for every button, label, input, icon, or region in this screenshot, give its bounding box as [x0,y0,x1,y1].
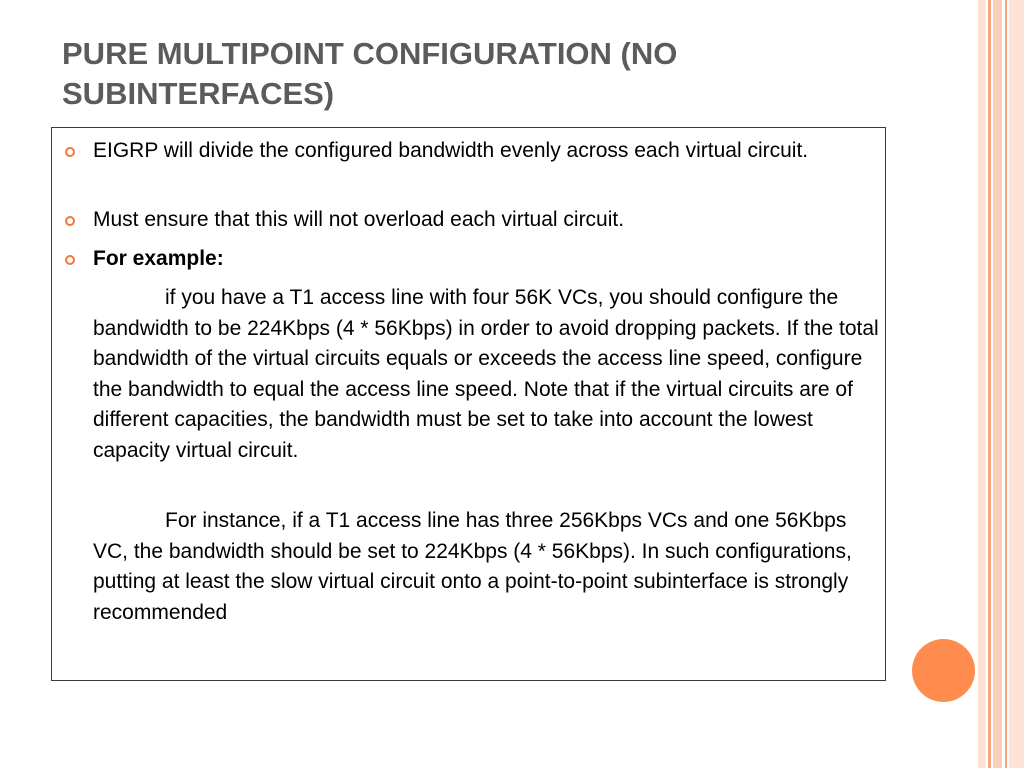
bullet-text: For example: [93,247,224,270]
decorative-stripe-1 [978,0,986,768]
ring-bullet-icon [65,216,75,226]
instance-paragraph: For instance, if a T1 access line has three 256Kbps VCs and one 56Kbps VC, the bandwidth should be set to 224Kbps (4 * 56Kbps). In such configurations, putting at least the slow virtual circuit onto a point-to-point subinterface is strongly recommended [93,509,852,624]
ring-bullet-icon [65,147,75,157]
example-paragraph: if you have a T1 access line with four 56K VCs, you should configure the bandwidth to be 224Kbps (4 * 56Kbps) in order to avoid dropping packets. If the total bandwidth of the virtual circuits equals or exceeds the access line speed, configure the bandwidth to equal the access line speed. Note that if the virtual circuits are of different capacities, the bandwidth must be set to take into account the lowest capacity virtual circuit. [93,286,879,462]
ring-bullet-icon [65,255,75,265]
slide-title: PURE MULTIPOINT CONFIGURATION (NO SUBINTERFACES) [62,36,678,111]
bullet-text: Must ensure that this will not overload each virtual circuit. [93,208,625,231]
bullet-item [52,136,852,198]
bullet-item [52,205,852,236]
decorative-stripe-5 [1009,0,1024,768]
decorative-circle [912,639,975,702]
decorative-stripe-4 [1005,0,1007,768]
decorative-stripe-3 [993,0,1002,768]
bullet-item [52,244,852,275]
content-box [51,127,886,681]
bullet-text: EIGRP will divide the configured bandwidth evenly across each virtual circuit. [93,139,809,162]
decorative-stripe-2 [988,0,991,768]
